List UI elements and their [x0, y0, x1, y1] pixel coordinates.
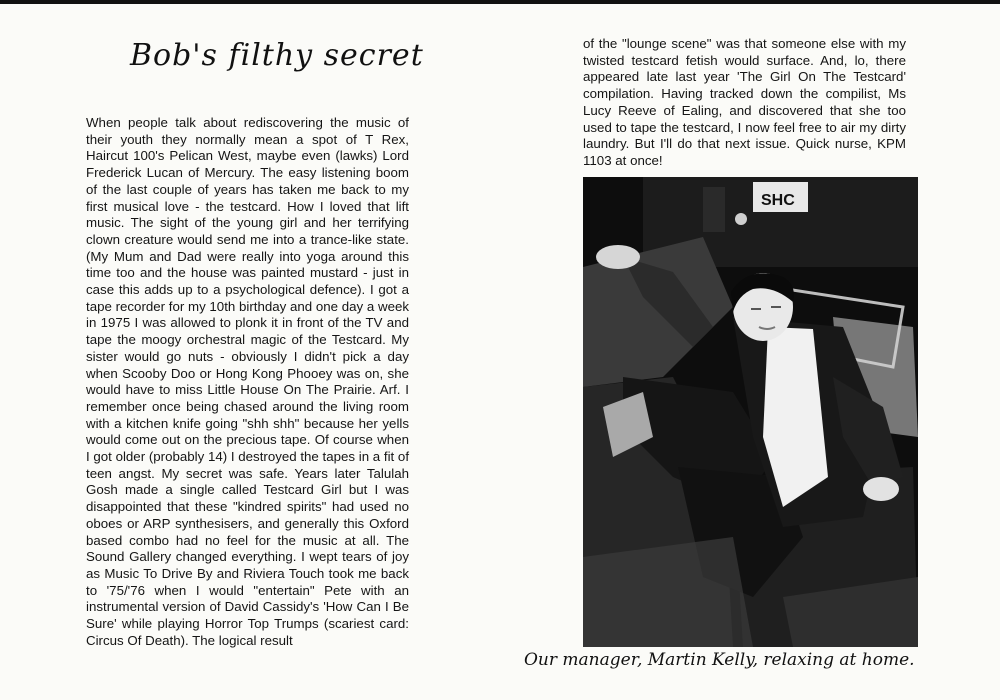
article-body-right-column: of the "lounge scene" was that someone else with my twisted testcard fetish would surface. And, lo, there appeared late last year 'The Girl On The Testcard' compilation. Having tracked down the compilist, Ms Lucy Reeve of Ealing, and discovered that she too used to tape the testcard, I now feel free to air my dirty laundry. But I'll do that next issue. Quick nurse, KPM 1103 at once!: [583, 36, 906, 168]
photo-caption: Our manager, Martin Kelly, relaxing at home.: [524, 650, 915, 670]
article-body-left-column: When people talk about rediscovering the music of their youth they normally mean a spot of T Rex, Haircut 100's Pelican West, maybe even (lawks) Lord Frederick Lucan of Mercury. The easy listening boom of the last couple of years has taken me back to my first musical love - the testcard. How I loved that lift music. The sight of the young girl and her terrifying clown creature would send me into a trance-like state. (My Mum and Dad were really into yoga around this time too and the house was painted mustard - just in case this adds up to a psychological defence). I got a tape recorder for my 10th birthday and one day a week in 1975 I was allowed to plonk it in front of the TV and tape the moogy orchestral magic of the Testcard. My sister would go nuts - obviously I didn't pick a day when Scooby Doo or Hong Kong Phooey was on, she would have to miss Little House On The Prairie. Arf. I remember once being chased around the living room with a kitchen knife going "shh shh" because her yells would come out on the precious tape. Of course when I got older (probably 14) I destroyed the tapes in a fit of teen angst. My secret was safe. Years later Talulah Gosh made a single called Testcard Girl but I was disappointed that these "kindred spirits" had used no oboes or ARP synthesisers, and generally this Oxford based combo had no feel for the music at all. The Sound Gallery changed everything. I wept tears of joy as Music To Drive By and Riviera Touch took me back to '75/'76 when I would "entertain" Pete with an instrumental version of David Cassidy's 'How Can I Be Sure' while playing Horror Top Trumps (scariest card: Circus Of Death). The logical result: [86, 115, 410, 648]
photo-martin-kelly: [583, 177, 918, 647]
article-title: Bob's filthy secret: [130, 38, 424, 73]
photo-sign-text: SHC: [761, 192, 795, 209]
photo-illustration: [583, 177, 918, 647]
page-top-edge: [0, 0, 1000, 4]
